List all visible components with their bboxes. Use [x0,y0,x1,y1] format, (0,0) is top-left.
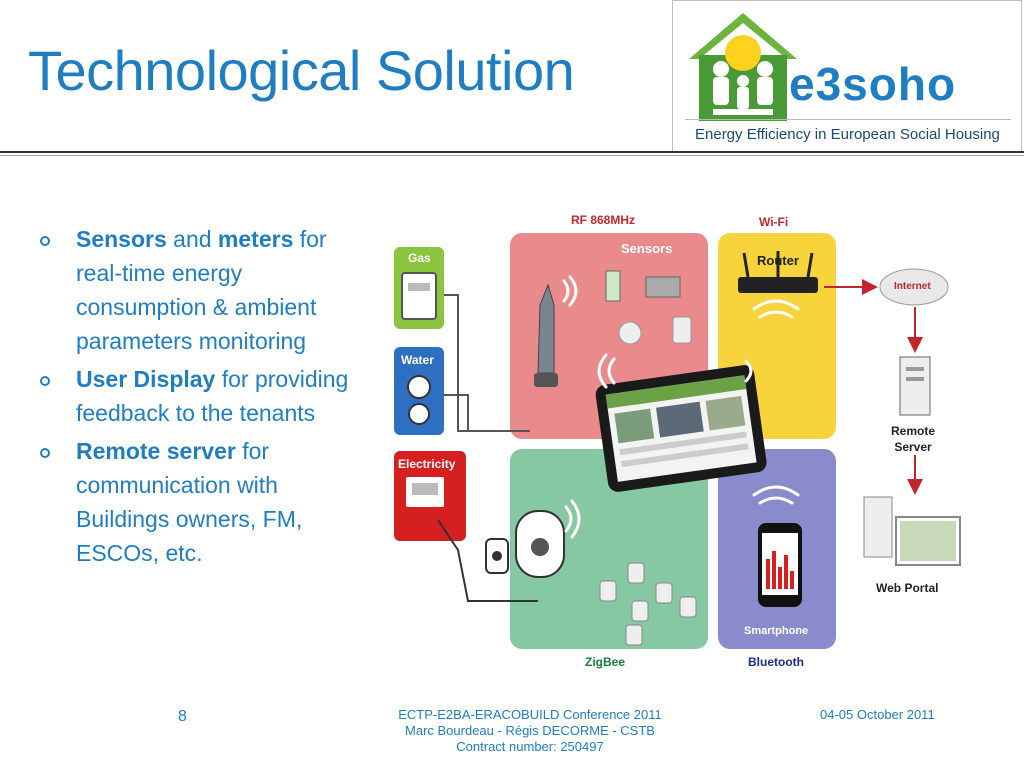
rf-label: RF 868MHz [571,213,636,227]
sensors-label: Sensors [621,241,673,256]
web-portal-label: Web Portal [876,581,939,595]
logo-wordmark: e3soho [789,58,957,110]
bluetooth-label: Bluetooth [748,655,804,669]
title-divider [0,151,1024,153]
logo-tagline: Energy Efficiency in European Social Housing [695,126,1000,143]
footer-date: 04-05 October 2011 [820,707,935,722]
footer-conference: ECTP-E2BA-ERACOBUILD Conference 2011 Marc Bourdeau - Régis DECORME - CSTB Contract number: 250497 [398,707,662,754]
router-label: Router [757,253,799,268]
water-label: Water [401,353,434,367]
smartphone-label: Smartphone [744,625,809,637]
bullet-list [40,222,358,574]
remote-server-icon [900,357,930,415]
bullet-user-display: User Display for providing feedback to the tenants [40,362,358,430]
electricity-label: Electricity [398,457,456,471]
router-device [738,277,818,293]
bullet-marker [40,236,50,246]
bullet-remote-server: Remote server for communication with Buildings owners, FM, ESCOs, etc. [40,434,358,570]
remote-server-label: Remote Server [891,424,936,454]
zigbee-label: ZigBee [585,655,626,669]
gas-label: Gas [408,251,431,265]
system-diagram [388,205,988,680]
bullet-marker [40,376,50,386]
slide-title: Technological Solution [28,39,575,102]
tablet-display [594,364,767,493]
bullet-sensors: Sensors and meters for real-time energy consumption & ambient parameters monitoring [40,222,358,358]
web-portal-icon [864,497,892,557]
page-number: 8 [178,708,187,725]
title-divider-thin [0,155,1024,156]
house-family-icon [683,9,803,129]
wifi-label: Wi-Fi [759,215,789,229]
internet-label: Internet [894,281,931,292]
bullet-marker [40,448,50,458]
e3soho-logo [672,0,1022,152]
